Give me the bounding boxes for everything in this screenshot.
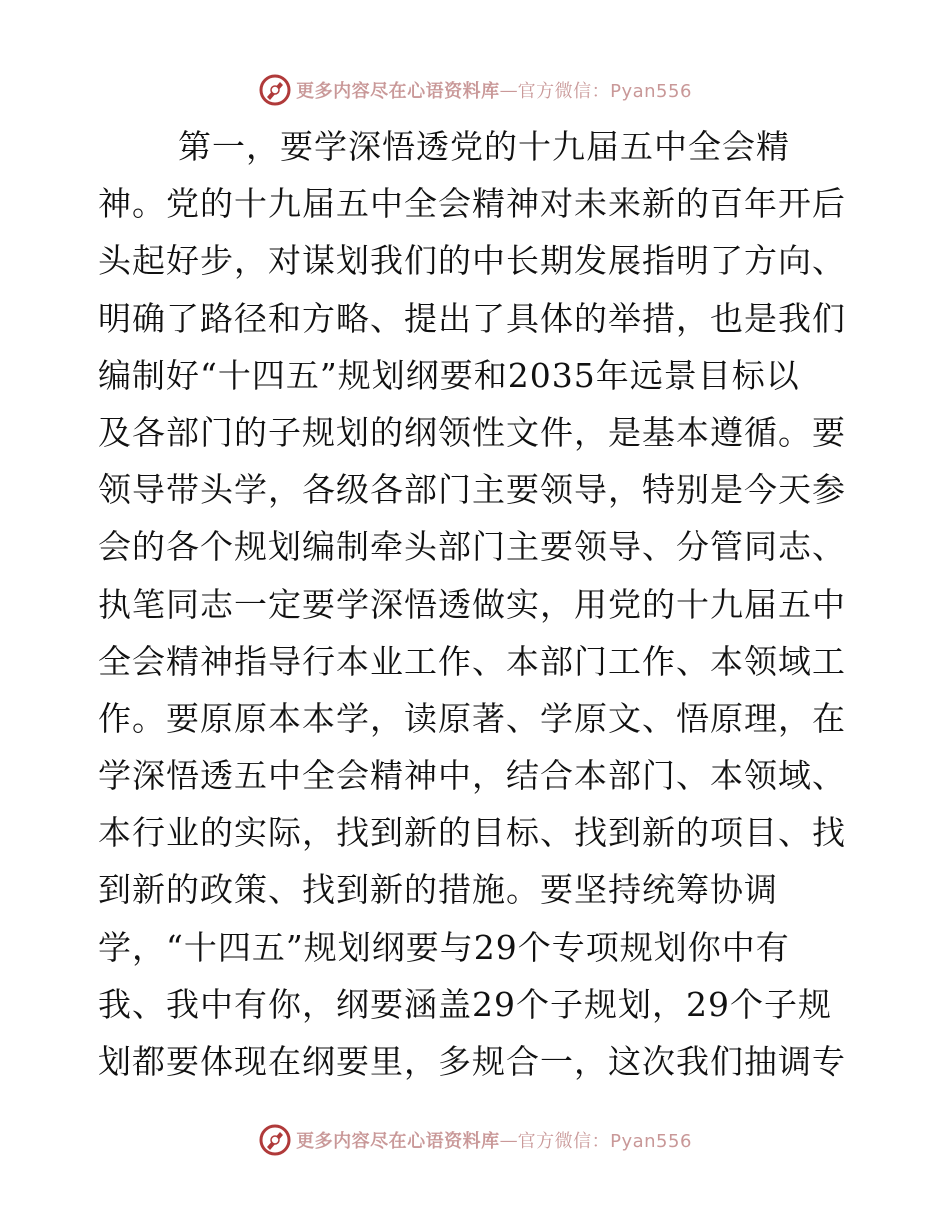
watermark-dash: —: [499, 79, 518, 101]
body-line: 学深悟透五中全会精神中，结合本部门、本领域、: [98, 756, 846, 796]
body-line: 划都要体现在纲要里，多规合一，这次我们抽调专: [98, 1042, 846, 1081]
body-line: 执笔同志一定要学深悟透做实，用党的十九届五中: [98, 584, 846, 624]
header-watermark: [0, 72, 950, 108]
body-line: 编制好“十四五”规划纲要和2035年远景目标以: [98, 355, 800, 395]
body-line: 我、我中有你，纲要涵盖29个子规划，29个子规: [98, 984, 832, 1024]
body-line: 头起好步，对谋划我们的中长期发展指明了方向、: [98, 241, 846, 281]
body-line: 到新的政策、找到新的措施。要坚持统筹协调: [98, 870, 778, 910]
logo-icon: [258, 1123, 292, 1157]
body-line: 明确了路径和方略、提出了具体的举措，也是我们: [98, 298, 846, 338]
watermark-text: 更多内容尽在心语资料库: [296, 1131, 500, 1152]
body-line: 神。党的十九届五中全会精神对未来新的百年开后: [98, 184, 846, 224]
body-line: 本行业的实际，找到新的目标、找到新的项目、找: [98, 813, 846, 853]
body-line: 第一，要学深悟透党的十九届五中全会精: [178, 127, 790, 166]
watermark-contact: 官方微信：Pyan556: [517, 81, 692, 102]
document-body: [98, 118, 858, 1090]
footer-watermark: [0, 1122, 950, 1158]
watermark-dash: —: [499, 1129, 518, 1151]
logo-icon: [258, 73, 292, 107]
body-line: 作。要原原本本学，读原著、学原文、悟原理，在: [98, 698, 846, 738]
watermark-text: 更多内容尽在心语资料库: [296, 81, 500, 102]
body-line: 领导带头学，各级各部门主要领导，特别是今天参: [98, 470, 846, 510]
body-line: 及各部门的子规划的纲领性文件，是基本遵循。要: [98, 412, 846, 452]
watermark-contact: 官方微信：Pyan556: [517, 1131, 692, 1152]
body-line: 会的各个规划编制牵头部门主要领导、分管同志、: [98, 527, 846, 567]
body-line: 学，“十四五”规划纲要与29个专项规划你中有: [98, 927, 790, 967]
body-line: 全会精神指导行本业工作、本部门工作、本领域工: [98, 641, 846, 681]
